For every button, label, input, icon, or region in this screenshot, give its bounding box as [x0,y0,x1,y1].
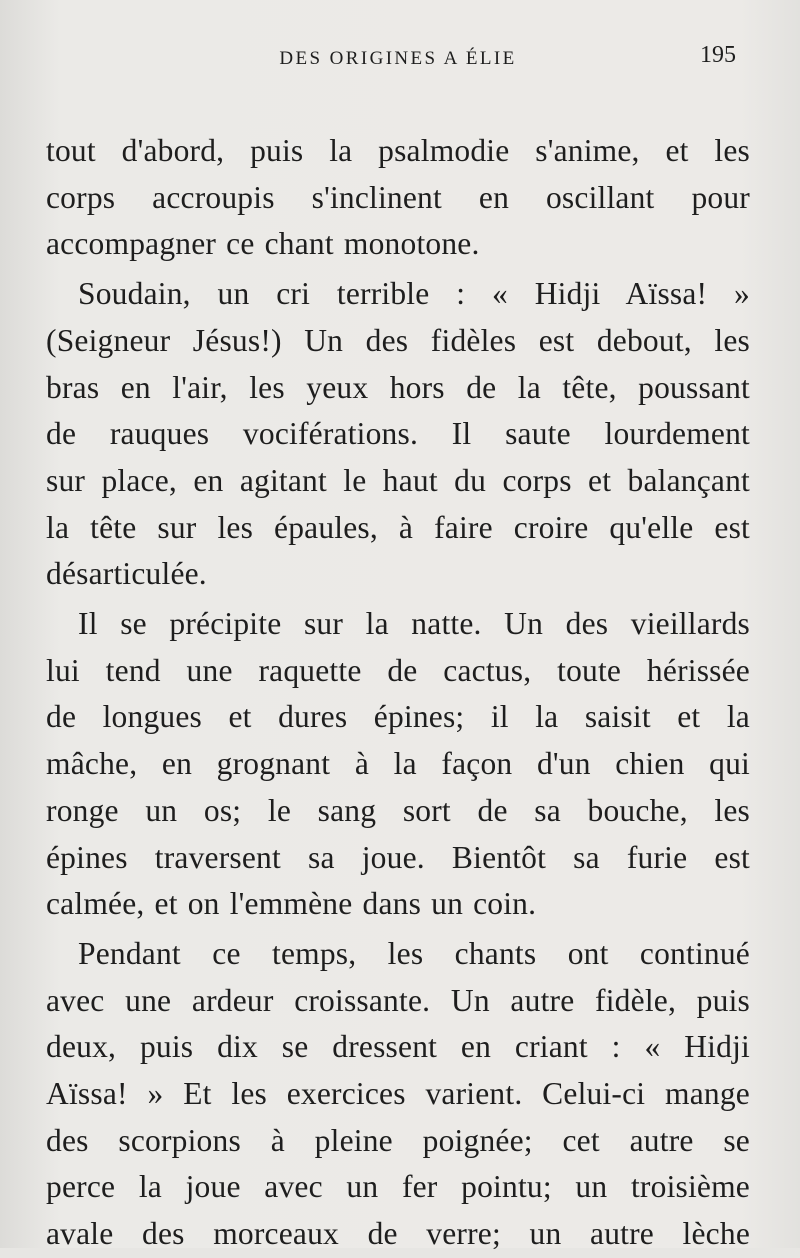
text-line: tout d'abord, puis la psalmodie s'anime, et les [46,133,750,168]
text-line: deux, puis dix se dressent en criant : « Hidji [46,1029,750,1065]
text-line: Pendant ce temps, les chants ont continué [78,935,750,971]
paragraph [46,931,750,1258]
text-line: la tête sur les épaules, à faire croire qu'elle est [46,509,750,545]
text-line: des scorpions à pleine poignée; cet autre se [46,1122,750,1158]
running-title: DES ORIGINES A ÉLIE [279,48,517,69]
text-line: de longues et dures épines; il la saisit et la [46,699,750,735]
paragraph [46,128,750,268]
text-line: Aïssa! » Et les exercices varient. Celui-ci mange [46,1076,750,1112]
text-line: de rauques vociférations. Il saute lourdement [46,416,750,452]
paragraph [46,601,750,928]
text-line: avec une ardeur croissante. Un autre fidèle, puis [46,982,750,1018]
running-header [46,40,750,80]
text-line: désarticulée. [46,556,207,592]
page-number: 195 [700,42,736,68]
text-line: Il se précipite sur la natte. Un des vieillards [78,606,750,642]
text-line: mâche, en grognant à la façon d'un chien qui [46,746,750,782]
text-line: lui tend une raquette de cactus, toute hérissée [46,652,750,688]
text-line: perce la joue avec un fer pointu; un troisième [46,1169,750,1205]
text-line: Soudain, un cri terrible : « Hidji Aïssa! » [78,276,750,312]
paragraph [46,271,750,598]
text-line: calmée, et on l'emmène dans un coin. [46,886,537,922]
text-line: (Seigneur Jésus!) Un des fidèles est debout, les [46,322,750,358]
text-line: ronge un os; le sang sort de sa bouche, les [46,792,750,828]
text-line: épines traversent sa joue. Bientôt sa furie est [46,839,750,875]
text-line: avale des morceaux de verre; un autre lèche [46,1216,750,1252]
text-line: accompagner ce chant monotone. [46,226,480,262]
text-line: corps accroupis s'inclinent en oscillant pour [46,179,750,215]
text-line: sur place, en agitant le haut du corps et balançant [46,462,750,498]
body-text [46,128,750,1258]
text-line: bras en l'air, les yeux hors de la tête, poussant [46,369,750,405]
